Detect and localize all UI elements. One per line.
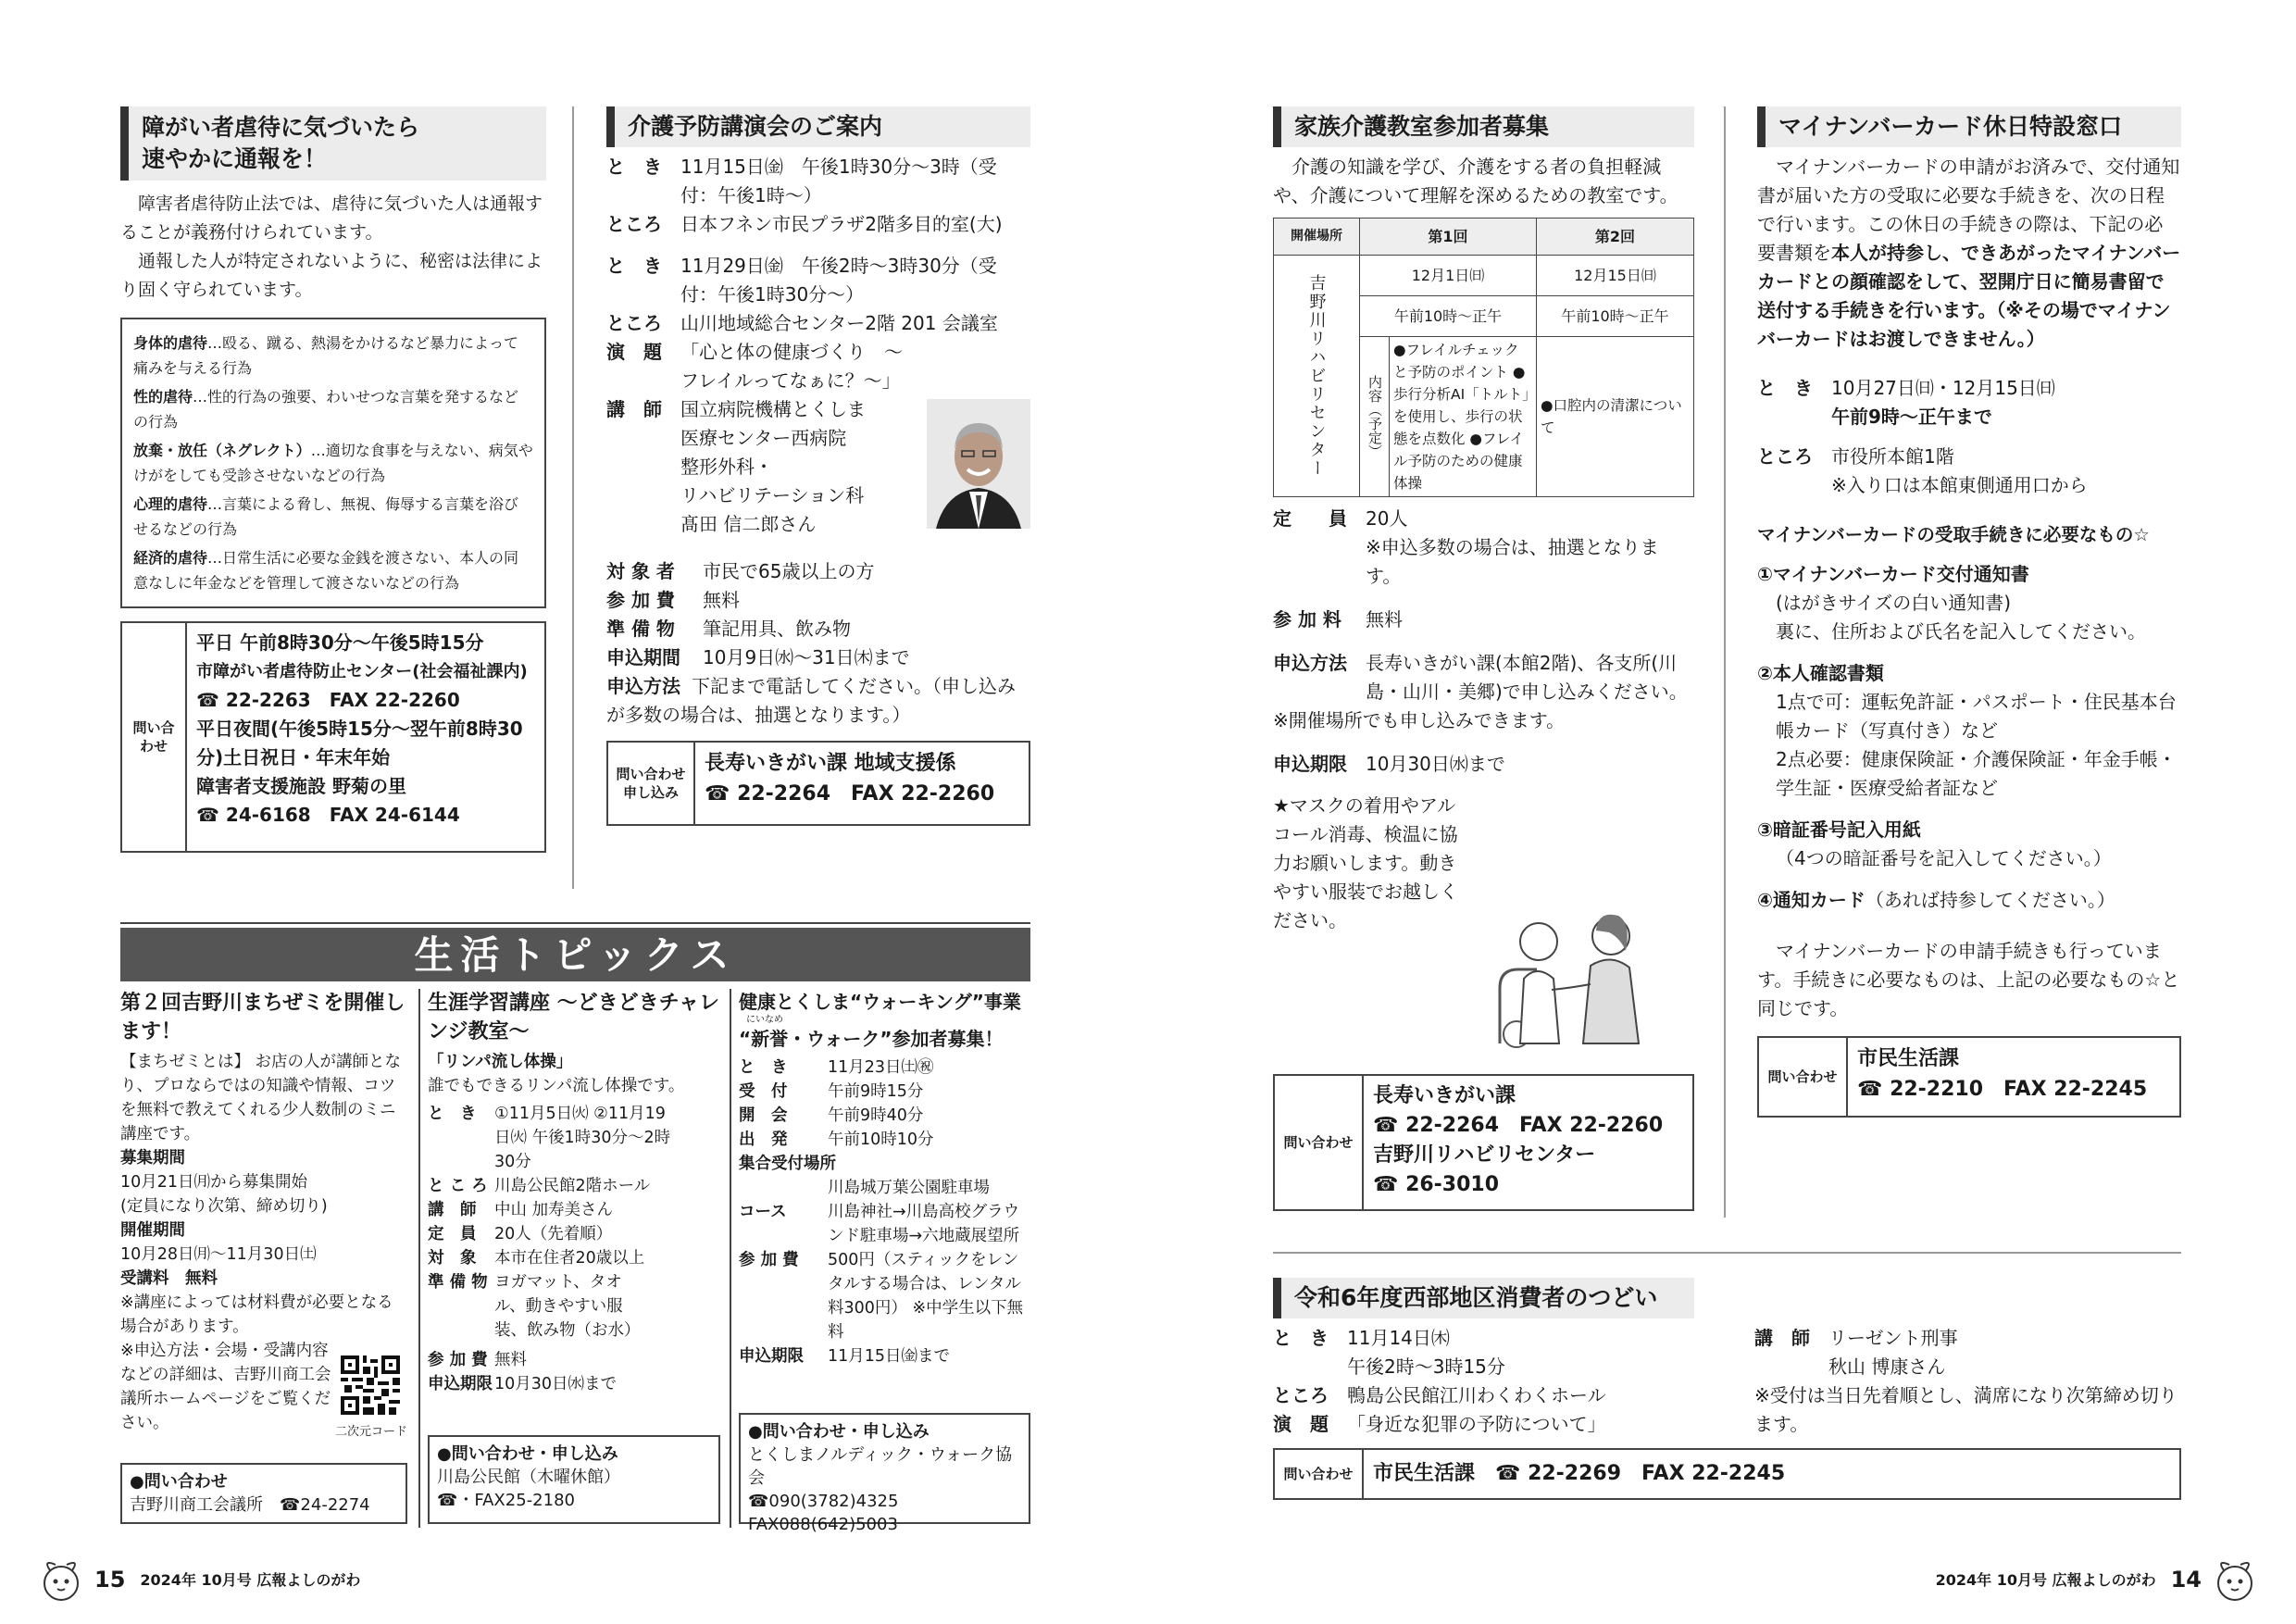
lecturer-name: 国立病院機構とくしま 医療センター西病院 整形外科・ リハビリテーション科 髙田 信二郎さん [680, 398, 866, 535]
topic-machizemi: 第２回吉野川まちぜミを開催します！ 【まちゼミとは】 お店の人が講師となり、プロならではの知識や情報、コツを無料で教えてくれる少人数制のミニ講座です。 募集期間 10月21日㈪から募集開始 (定員になり次第、締め切り) 開催期間 10月28日㈪～11月30日㈯ 受講料 無料 ※講座によっては材料費が必要となる場合があります。 ※申込方法・会場・受講内容などの詳細は、吉野川商工会議所ホームページをご覧ください。 二次元コード [120, 989, 407, 1435]
mynumber-contact: 問い合わせ 市民生活課 ☎ 22-2210 FAX 22-2245 [1757, 1036, 2181, 1118]
left-footer: 15 2024年 10月号 広報よしのがわ [37, 1555, 360, 1604]
divider [572, 106, 574, 889]
mynumber-intro: マイナンバーカードの申請がお済みで、交付通知書が届いた方の受取に必要な手続きを、次の日程で行います。この休日の手続きの際は、下記の必要書類を本人が持参し、できあがったマイナンバーカードとの顔確認をして、翌開庁日に簡易書留で送付する手続きを行います。（※その場でマイナンバーカードはお渡しできません。） [1757, 156, 2181, 350]
abuse-section [120, 106, 546, 853]
family-title: 家族介護教室参加者募集 [1273, 106, 1694, 147]
divider [120, 922, 1030, 924]
qr-caption: 二次元コード [334, 1425, 407, 1439]
mascot-icon [2211, 1555, 2259, 1604]
divider [1724, 106, 1726, 1218]
qr-code-icon [341, 1355, 400, 1415]
mynumber-section: マイナンバーカード休日特設窓口 マイナンバーカードの申請がお済みで、交付通知書が届いた方の受取に必要な手続きを、次の日程で行います。この休日の手続きの際は、下記の必要書類を本人が持参し、できあがったマイナンバーカードとの顔確認をして、翌開庁日に簡易書留で送付する手続きを行います。（※その場でマイナンバーカードはお渡しできません。） と き 10月27日㈰・12月15日㈰ 午前9時～正午まで ところ 市役所本館1階 ※入り口は本館東側通用口から マイナンバーカードの受取手続きに必要なもの☆ ①マイナンバーカード交付通知書 (はがきサイズの白い通知書) 裏に、住所および氏名を記入してください。 ②本人確認書類 1点で可：運転免許証・パスポート・住民基本台帳カード（写真付き）など 2点必要：健康保険証・介護保険証・年金手帳・学生証・医療受給者証など ③暗証番号記入用紙 （4つの暗証番号を記入してください。） ④通知カード（あれば持参してください。） マイナンバーカードの申請手続きも行っています。手続きに必要なものは、上記の必要なもの☆と同じです。 問い合わせ 市民生活課 ☎ 22-2210 FAX 22-2245 [1757, 106, 2181, 1118]
abuse-type: 経済的虐待…日常生活に必要な金銭を渡さない、本人の同意なしに年金などを管理して渡さないなどの行為 [133, 549, 519, 592]
divider [730, 989, 731, 1528]
consumer-contact: 問い合わせ 市民生活課 ☎ 22-2269 FAX 22-2245 [1273, 1448, 2181, 1500]
abuse-para-1: 障害者虐待防止法では、虐待に気づいた人は通報することが義務付けられています。 [120, 194, 543, 243]
contact-body: 平日 午前8時30分～午後5時15分 市障がい者虐待防止センター(社会福祉課内) ☎ 22-2263 FAX 22-2260 平日夜間(午後5時15分～翌午前8時30分)土日祝日・年末年始 障害者支援施設 野菊の里 ☎ 24-6168 FAX 24-6144 [196, 631, 528, 826]
consumer-section: 令和6年度西部地区消費者のつどい と き 11月14日㈭ 午後2時～3時15分 ところ 鴨島公民館江川わくわくホール 演 題 「身近な犯罪の予防について」 講 師 リーゼント刑事 秋山 博康さん ※受付は当日先着順とし、満席になり次第締め切ります。 問い合わせ 市民生活課 ☎ 22-2269 FAX 22-2245 [1273, 1278, 2181, 1500]
right-footer: 2024年 10月号 広報よしのがわ 14 [1936, 1555, 2259, 1604]
caregiver-illustration [1481, 905, 1676, 1053]
consumer-title: 令和6年度西部地区消費者のつどい [1273, 1278, 1694, 1318]
lecturer-photo [927, 399, 1030, 529]
family-contact: 問い合わせ 長寿いきがい課 ☎ 22-2264 FAX 22-2260 吉野川リハビリセンター ☎ 26-3010 [1273, 1074, 1694, 1211]
abuse-type: 放棄・放任（ネグレクト）…適切な食事を与えない、病気やけがをしても受診させないなどの行為 [133, 442, 533, 484]
abuse-title: 障がい者虐待に気づいたら 速やかに通報を！ [120, 106, 546, 181]
abuse-type: 性的虐待…性的行為の強要、わいせつな言葉を発するなどの行為 [133, 388, 519, 431]
abuse-types-box [120, 318, 546, 608]
topics-header: 生活トピックス [120, 928, 1030, 981]
lecture-apply-method: 申込方法 下記まで電話してください。（申し込みが多数の場合は、抽選となります。） [606, 675, 1016, 726]
mascot-icon [37, 1555, 85, 1604]
family-schedule-table: 開催場所 第1回 第2回 吉野川リハビリセンター 12月1日㈰ 12月15日㈰ 午前10時～正午 午前10時～正午 内容（予定） ●フレイルチェックと予防のポイント ●歩行分析AI「トルト」を使用し、歩行の状態を点数化 ●フレイル予防のための健康体操 ●口腔内の清潔について [1273, 218, 1694, 497]
topic-lifelong: 生涯学習講座 ～どきどきチャレンジ教室～ 「リンパ流し体操」 誰でもできるリンパ流し体操です。 と き ①11月5日㈫ ②11月19日㈫ 午後1時30分～2時30分 と こ ろ 川島公民館2階ホール 講 師 中山 加寿美さん 定 員 20人（先着順） 対 象 本市在住者20歳以上 準 備 物 ヨガマット、タオル、動きやすい服装、飲み物（お水） 参 加 費 無料 申込期限 10月30日㈬まで [428, 992, 720, 1393]
contact-label: 問い合わせ [122, 623, 187, 851]
lecture-title: 介護予防講演会のご案内 [606, 106, 1030, 147]
abuse-para-2: 通報した人が特定されないように、秘密は法律により固く守られています。 [120, 251, 543, 300]
abuse-type: 心理的虐待…言葉による脅し、無視、侮辱する言葉を浴びせるなどの行為 [133, 495, 519, 538]
divider [418, 989, 420, 1528]
topic-walking-contact: ●問い合わせ・申し込み とくしまノルディック・ウォーク協会 ☎090(3782)4325 FAX088(642)5003 [739, 1413, 1030, 1524]
topic-machizemi-contact: ●問い合わせ 吉野川商工会議所 ☎24-2274 [120, 1463, 407, 1524]
divider [1273, 1252, 2181, 1254]
abuse-contact [120, 621, 546, 853]
topic-lifelong-contact: ●問い合わせ・申し込み 川島公民館（木曜休館） ☎・FAX25-2180 [428, 1435, 720, 1524]
mynumber-title: マイナンバーカード休日特設窓口 [1757, 106, 2181, 147]
lecture-section: 介護予防講演会のご案内 と き 11月15日㈮ 午後1時30分～3時（受付：午後1時～） ところ 日本フネン市民プラザ2階多目的室(大) と き 11月29日㈮ 午後2時～3時30分（受付：午後1時30分～） ところ 山川地域総合センター2階 201 会議室 演 題 「心と体の健康づくり ～フレイルってなぁに？～」 講 師 国立病院機構とくしま 医療センター西病院 整形外科・ リハビリテーション科 髙田 信二郎さん 対 象 者 市民で65歳以上の方 参 加 費 無料 準 備 物 筆記用具、飲み物 申込期間 10月9日㈬～31日㈭まで 申込方法 下記まで電話してください。（申し込みが多数の場合は、抽選となります。） 問い合わせ 申し込み 長寿いきがい課 地域支援係 ☎ 22-2264 FAX 22-2260 [606, 106, 1030, 826]
lecture-contact: 問い合わせ 申し込み 長寿いきがい課 地域支援係 ☎ 22-2264 FAX 22-2260 [606, 741, 1030, 826]
abuse-type: 身体的虐待…殴る、蹴る、熱湯をかけるなど暴力によって痛みを与える行為 [133, 334, 519, 377]
family-care-section: 家族介護教室参加者募集 介護の知識を学び、介護をする者の負担軽減や、介護について理解を深めるための教室です。 開催場所 第1回 第2回 吉野川リハビリセンター 12月1日㈰ 12月15日㈰ 午前10時～正午 午前10時～正午 内容（予定） ●フレイルチェックと予防のポイント ●歩行分析AI「トルト」を使用し、歩行の状態を点数化 ●フレイル予防のための健康体操 ●口腔内の清潔について 定 員 20人 ※申込多数の場合は、抽選となります。 参 加 料 無料 申込方法 長寿いきがい課(本館2階)、各支所(川島・山川・美郷)で申し込みください。 ※開催場所でも申し込みできます。 申込期限 10月30日㈬まで ★マスクの着用やアルコール消毒、検温に協力お願いします。動きやすい服装でお越しください。 問い合わせ 長寿いきがい課 ☎ 22-2264 FAX 22-2260 吉野川リハビリセンター ☎ 26-3010 [1273, 106, 1694, 935]
family-note: ★マスクの着用やアルコール消毒、検温に協力お願いします。動きやすい服装でお越しください。 [1273, 794, 1458, 931]
topic-walking: 健康とくしま“ウォーキング”事業 にいなめ “新誉・ウォーク”参加者募集！ と き 11月23日㈯㊗ 受 付 午前9時15分 開 会 午前9時40分 出 発 午前10時10分 集合受付場所 川島城万葉公園駐車場 コース 川島神社→川島高校グラウンド駐車場→六地蔵展望所 参 加 費 500円（スティックをレンタルする場合は、レンタル料300円） ※中学生以下無料 申込期限 11月15日㈮まで [739, 991, 1024, 1366]
